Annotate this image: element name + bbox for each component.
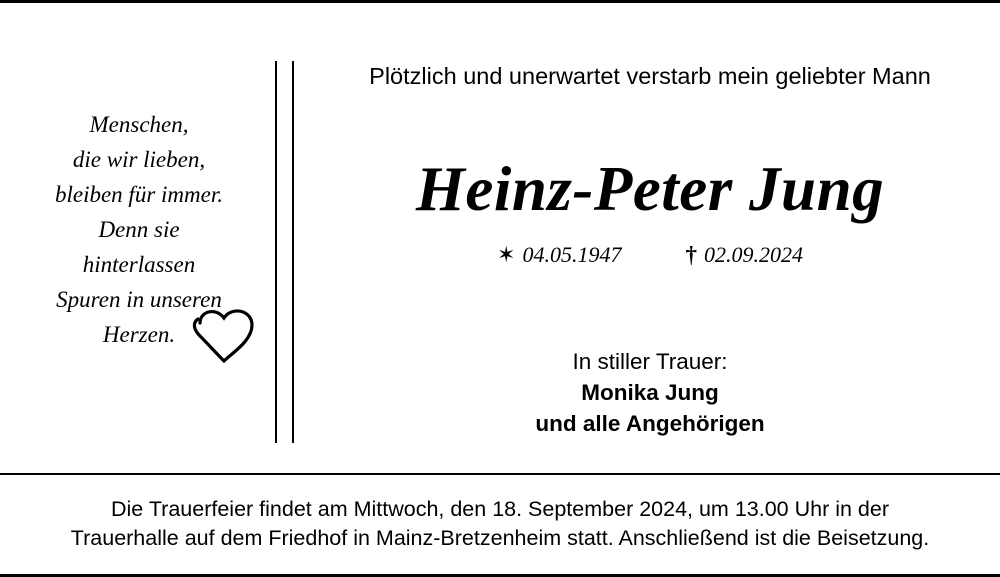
vertical-divider-left bbox=[275, 61, 277, 443]
funeral-details-line: Trauerhalle auf dem Friedhof in Mainz-Bretzenheim statt. Anschließend ist die Beisetzung. bbox=[70, 526, 930, 550]
deceased-name: Heinz-Peter Jung bbox=[415, 154, 885, 224]
mourning-block bbox=[310, 346, 990, 439]
intro-text: Plötzlich und unerwartet verstarb mein geliebter Mann bbox=[369, 63, 931, 89]
verse-line: Denn sie bbox=[98, 217, 180, 242]
verse-line: die wir lieben, bbox=[72, 147, 206, 172]
birth-date-item bbox=[497, 242, 621, 268]
verse-line: bleiben für immer. bbox=[54, 182, 223, 207]
verse-line: Spuren in unseren bbox=[56, 287, 222, 312]
funeral-details-line: Die Trauerfeier findet am Mittwoch, den 18. September 2024, um 13.00 Uhr in der bbox=[111, 497, 889, 521]
mourner-name: Monika Jung bbox=[581, 380, 719, 405]
verse-line: hinterlassen bbox=[82, 252, 196, 277]
heart-icon bbox=[186, 303, 262, 365]
life-dates bbox=[310, 242, 990, 268]
birth-date: 04.05.1947 bbox=[522, 242, 622, 267]
mourning-lead: In stiller Trauer: bbox=[572, 349, 728, 374]
funeral-details bbox=[30, 495, 970, 553]
mourner-relatives: und alle Angehörigen bbox=[535, 411, 765, 436]
footer-divider bbox=[0, 473, 1000, 475]
verse-line: Menschen, bbox=[89, 112, 189, 137]
verse-line: Herzen. bbox=[102, 322, 176, 347]
notice-upper-section bbox=[0, 3, 1000, 473]
vertical-divider-right bbox=[292, 61, 294, 443]
cross-of-death-icon: † bbox=[685, 242, 697, 267]
death-date-item bbox=[685, 242, 803, 268]
star-of-birth-icon: ✶ bbox=[497, 242, 516, 267]
death-date: 02.09.2024 bbox=[703, 242, 803, 267]
